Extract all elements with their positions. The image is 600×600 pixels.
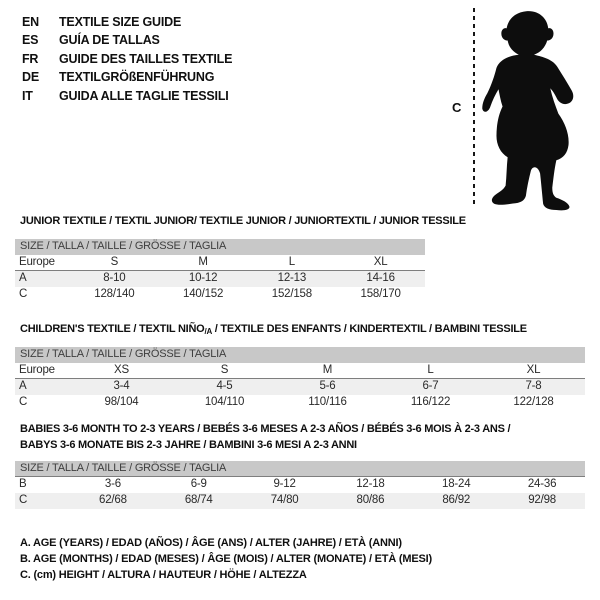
size-value-cell: 12-18 [356,478,385,490]
size-value-cell: 68/74 [184,494,213,506]
table-row-c [15,493,585,509]
row-label: A [19,272,27,284]
row-label: Europe [19,256,55,268]
baby-silhouette-icon [481,4,585,212]
table-size-header: SIZE / TALLA / TAILLE / GRÖSSE / TAGLIA [15,347,585,363]
table-row-c [15,287,425,303]
language-code: DE [22,70,39,85]
size-value-cell: XL [526,364,541,376]
language-code: ES [22,33,39,48]
language-row-fr [22,50,232,68]
legend-line-a: A. AGE (YEARS) / EDAD (AÑOS) / ÂGE (ANS) / ALTER (JAHRE) / ETÀ (ANNI) [20,537,402,549]
size-value-cell: 110/116 [308,396,347,408]
language-list [22,13,232,105]
size-value-cell: M [322,364,333,376]
row-label: A [19,380,27,392]
row-label: B [19,478,27,490]
language-text: GUIDE DES TAILLES TEXTILE [59,51,233,66]
size-value-cell: 24-36 [527,478,557,490]
language-text: TEXTILE SIZE GUIDE [59,15,182,29]
table-row-a [15,379,585,395]
language-row-it [22,87,232,105]
table-row-b [15,477,585,493]
size-value-cell: 4-5 [216,380,233,392]
table-title: JUNIOR TEXTILE / TEXTIL JUNIOR/ TEXTILE JUNIOR / JUNIORTEXTIL / JUNIOR TESSILE [20,215,466,227]
table-body [15,477,585,509]
size-value-cell: 18-24 [442,478,471,490]
table-size-header: SIZE / TALLA / TAILLE / GRÖSSE / TAGLIA [15,239,425,255]
size-value-cell: 104/110 [204,396,245,408]
table-title [15,323,585,336]
language-row-de [22,68,232,86]
size-value-cell: L [288,256,295,268]
legend-line-b: B. AGE (MONTHS) / EDAD (MESES) / ÂGE (MOIS) / ALTER (MONATE) / ETÀ (MESI) [20,553,432,566]
table-title [15,421,585,453]
table-row-europe [15,255,425,271]
size-value-cell: 6-9 [190,478,207,490]
size-value-cell: 80/86 [356,494,385,506]
row-label: C [19,396,28,408]
title-part: / TEXTILE DES ENFANTS / KINDERTEXTIL / BAMBINI TESSILE [211,323,527,335]
language-code: EN [22,15,39,29]
babies-textile-table [15,421,585,509]
size-value-cell: 3-4 [113,380,130,392]
row-label: Europe [19,364,55,376]
height-label-c: C [452,100,462,115]
table-size-header: SIZE / TALLA / TAILLE / GRÖSSE / TAGLIA [15,461,585,477]
height-dashed-line [473,8,475,206]
size-value-cell: XL [373,256,388,268]
size-value-cell: 14-16 [366,272,395,284]
size-value-cell: 62/68 [99,494,127,506]
legend-line-c: C. (cm) HEIGHT / ALTURA / HAUTEUR / HÖHE / ALTEZZA [20,569,307,582]
size-value-cell: 122/128 [513,396,554,408]
language-text: TEXTILGRÖßENFÜHRUNG [59,70,215,85]
row-label: C [19,494,28,506]
size-value-cell: 128/140 [94,288,135,300]
language-code: IT [22,88,33,103]
title-line-1: BABIES 3-6 MONTH TO 2-3 YEARS / BEBÉS 3-6 MESES A 2-3 AÑOS / BÉBÉS 3-6 MOIS À 2-3 ANS / [20,423,511,435]
size-value-cell: 92/98 [528,494,556,506]
title-line-2: BABYS 3-6 MONATE BIS 2-3 JAHRE / BAMBINI 3-6 MESI A 2-3 ANNI [20,439,357,451]
size-value-cell: 3-6 [104,478,121,490]
size-value-cell: 74/80 [270,494,299,506]
row-label: C [19,288,28,300]
size-value-cell: 5-6 [319,380,336,392]
table-row-europe [15,363,585,379]
size-value-cell: 86/92 [442,494,471,506]
size-value-cell: XS [114,364,129,376]
size-value-cell: 116/122 [410,396,451,408]
size-value-cell: 12-13 [277,272,307,284]
language-text: GUÍA DE TALLAS [59,33,160,48]
language-text: GUIDA ALLE TAGLIE TESSILI [59,88,229,103]
title-subscript: /A [204,327,212,336]
size-value-cell: M [198,256,208,268]
size-value-cell: 7-8 [525,380,542,392]
table-body [15,255,425,303]
junior-textile-table [15,215,466,303]
language-row-en [22,13,232,31]
size-value-cell: 9-12 [273,478,296,490]
measurement-legend [20,535,432,584]
size-value-cell: S [110,256,119,268]
size-value-cell: 10-12 [188,272,218,284]
size-value-cell: 98/104 [104,396,139,408]
size-value-cell: S [220,364,229,376]
language-code: FR [22,51,39,66]
table-row-a [15,271,425,287]
childrens-textile-table [15,323,585,411]
size-value-cell: 140/152 [183,288,224,300]
size-value-cell: L [427,364,434,376]
language-row-es [22,31,232,49]
size-value-cell: 158/170 [360,288,401,300]
table-row-c [15,395,585,411]
size-value-cell: 152/158 [271,288,312,300]
size-value-cell: 8-10 [103,272,126,284]
title-part: CHILDREN'S TEXTILE / TEXTIL NIÑO [20,323,205,335]
size-value-cell: 6-7 [422,380,439,392]
table-body [15,363,585,411]
